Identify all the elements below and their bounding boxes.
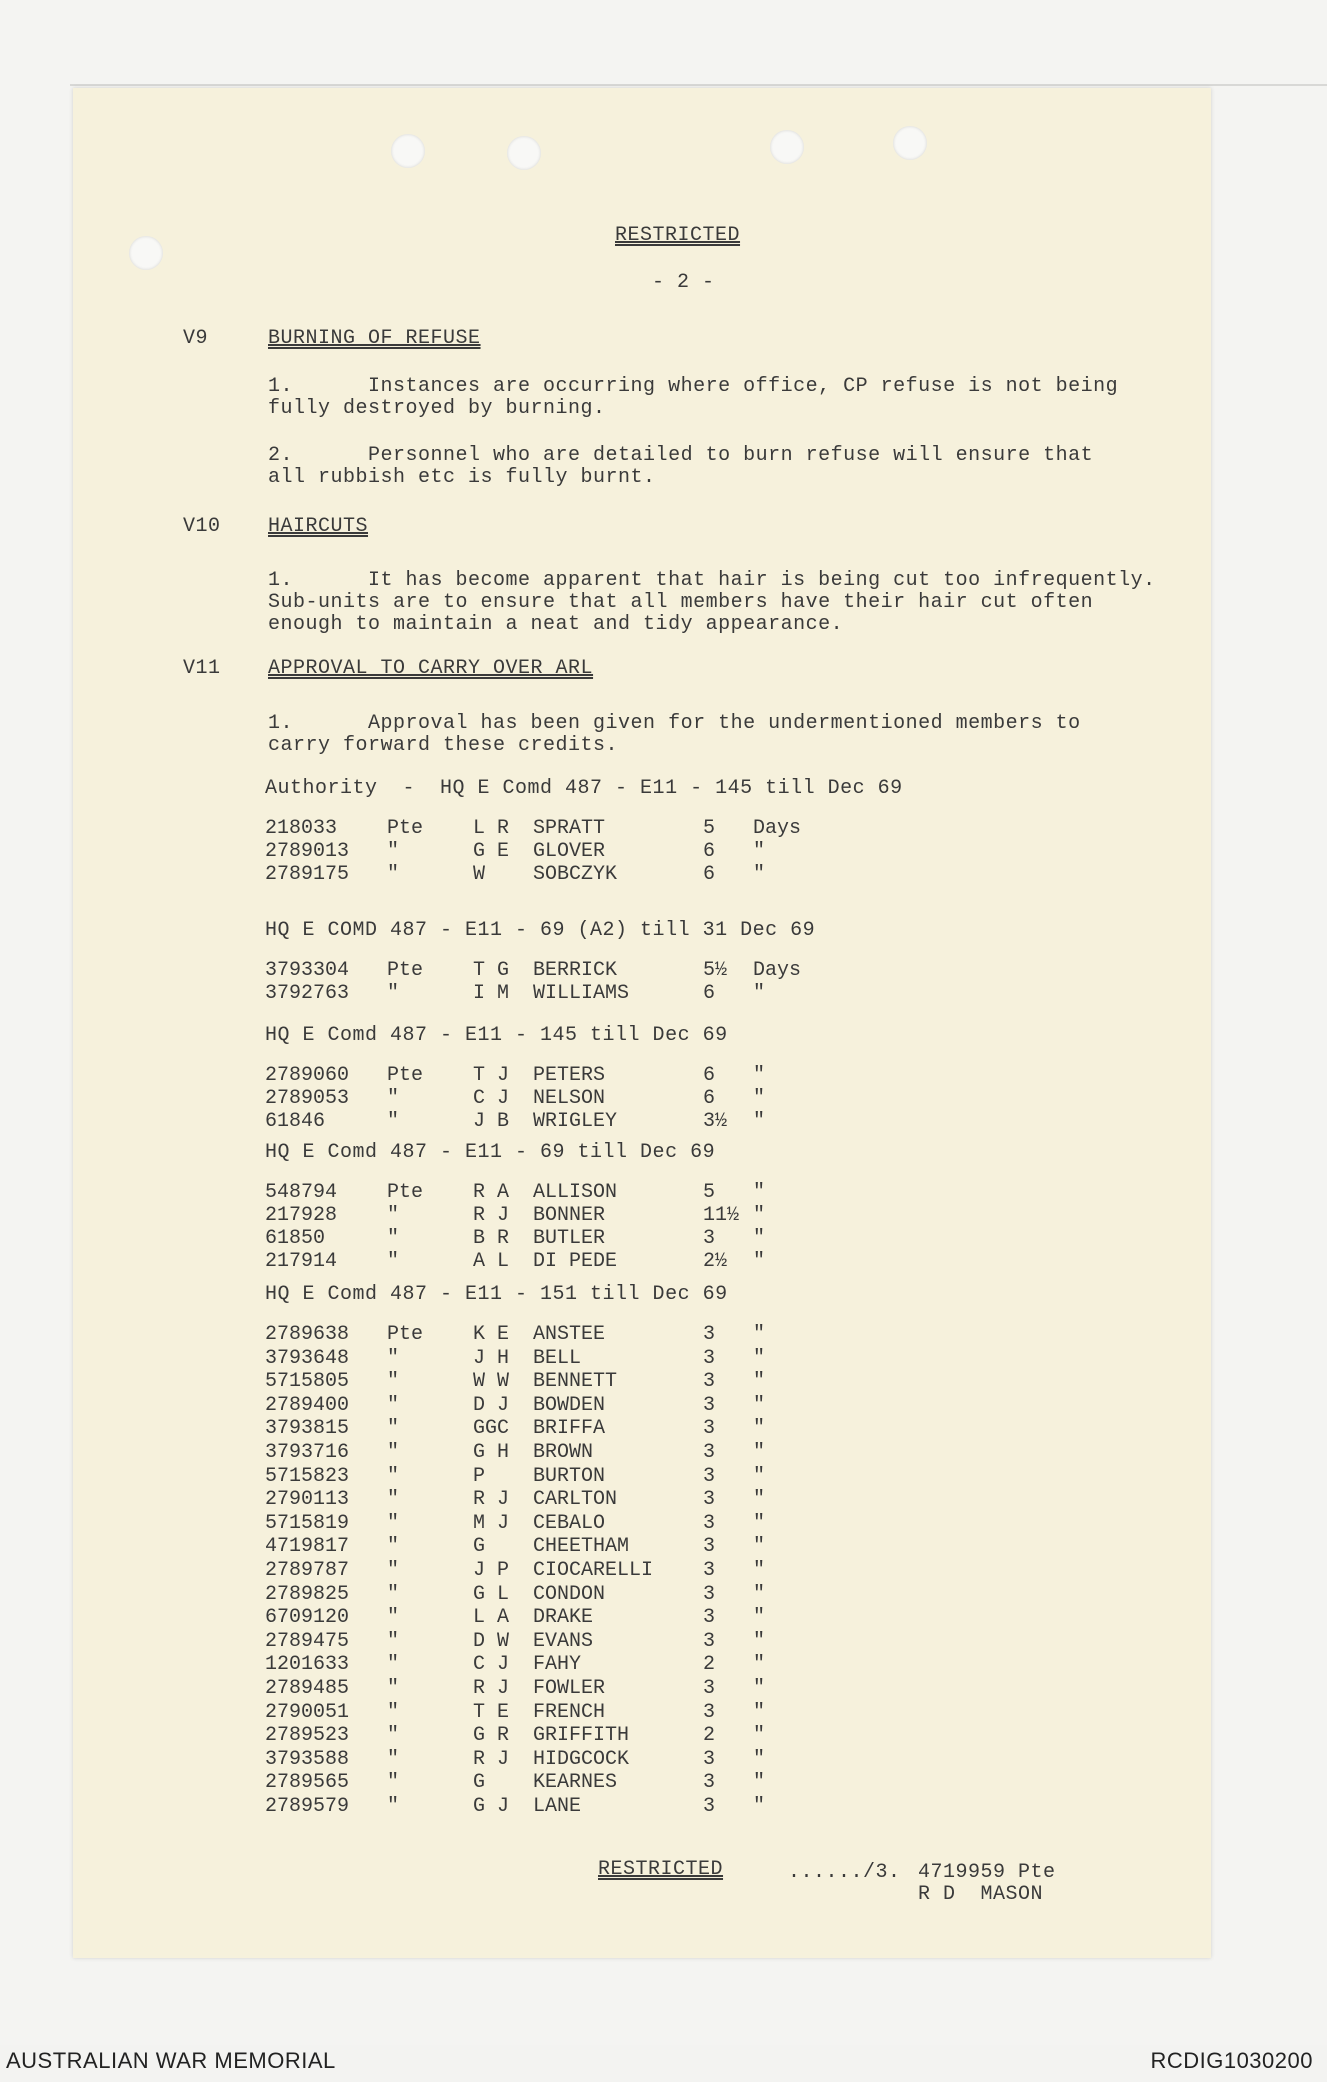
days-value: 3 <box>703 1535 716 1559</box>
days-value: 3 <box>703 1511 716 1535</box>
days-value: 5 <box>703 1181 716 1204</box>
days-value: 6 <box>703 1064 716 1087</box>
initials: W <box>473 863 486 886</box>
initials: G L <box>473 1582 510 1606</box>
service-number: 2789475 <box>265 1629 350 1653</box>
days-unit: " <box>753 1204 766 1227</box>
days-unit: " <box>753 1323 766 1346</box>
section-heading: BURNING OF REFUSE <box>268 327 481 350</box>
service-number: 3793716 <box>265 1441 350 1464</box>
rank: " <box>387 1393 400 1417</box>
service-number: 4719817 <box>265 1535 350 1559</box>
days-unit: " <box>753 1795 766 1818</box>
service-number: 5715805 <box>265 1370 350 1394</box>
service-number: 218033 <box>265 817 338 840</box>
days-value: 3 <box>703 1323 716 1346</box>
rank: " <box>387 1559 400 1582</box>
paragraph-line: 1. It has become apparent that hair is being cut too infrequently. <box>268 569 1156 592</box>
archive-name: AUSTRALIAN WAR MEMORIAL <box>6 2048 336 2073</box>
days-value: 5 <box>703 817 716 840</box>
days-unit: " <box>753 1441 766 1464</box>
surname: FAHY <box>533 1653 582 1677</box>
days-unit: " <box>753 1747 766 1771</box>
surname: DRAKE <box>533 1606 594 1630</box>
rank: " <box>387 1629 400 1653</box>
days-value: 3 <box>703 1559 716 1582</box>
initials: L R <box>473 817 510 840</box>
days-value: 3 <box>703 1393 716 1417</box>
surname: BERRICK <box>533 959 618 982</box>
initials: D J <box>473 1393 510 1417</box>
days-unit: " <box>753 1511 766 1535</box>
surname: BUTLER <box>533 1227 606 1250</box>
service-number: 3793815 <box>265 1417 350 1441</box>
service-number: 2789013 <box>265 840 350 863</box>
days-unit: " <box>753 1110 766 1133</box>
service-number: 1201633 <box>265 1653 350 1677</box>
section-heading: APPROVAL TO CARRY OVER ARL <box>268 657 594 680</box>
rank: " <box>387 1488 400 1512</box>
service-number: 5715823 <box>265 1464 350 1488</box>
next-entry-name: R D MASON <box>918 1883 1044 1906</box>
days-unit: " <box>753 1700 766 1724</box>
rank: " <box>387 1653 400 1677</box>
surname: EVANS <box>533 1629 594 1653</box>
rank: " <box>387 1204 400 1227</box>
service-number: 2789485 <box>265 1677 350 1700</box>
paragraph-line: fully destroyed by burning. <box>268 397 606 420</box>
next-entry-number: 4719959 Pte <box>918 1861 1056 1884</box>
paragraph-line: carry forward these credits. <box>268 734 619 757</box>
days-unit: " <box>753 1724 766 1748</box>
rank: Pte <box>387 1064 424 1087</box>
surname: CEBALO <box>533 1511 606 1535</box>
surname: ANSTEE <box>533 1323 606 1346</box>
rank: " <box>387 1250 400 1273</box>
section-number: V10 <box>183 515 221 538</box>
initials: R J <box>473 1204 510 1227</box>
surname: SPRATT <box>533 817 606 840</box>
days-unit: " <box>753 1559 766 1582</box>
service-number: 5715819 <box>265 1511 350 1535</box>
days-value: 6 <box>703 1087 716 1110</box>
service-number: 3793588 <box>265 1747 350 1771</box>
rank: " <box>387 1227 400 1250</box>
surname: BENNETT <box>533 1370 618 1394</box>
rank: " <box>387 1417 400 1441</box>
surname: BURTON <box>533 1464 606 1488</box>
initials: M J <box>473 1511 510 1535</box>
rank: " <box>387 1535 400 1559</box>
rank: " <box>387 1747 400 1771</box>
punch-hole <box>391 134 425 168</box>
rank: Pte <box>387 817 424 840</box>
service-number: 61846 <box>265 1110 326 1133</box>
paragraph-line: enough to maintain a neat and tidy appearance. <box>268 613 844 636</box>
initials: G J <box>473 1795 510 1818</box>
days-unit: " <box>753 1771 766 1795</box>
days-value: 3 <box>703 1582 716 1606</box>
initials: G R <box>473 1724 510 1748</box>
initials: J B <box>473 1110 510 1133</box>
surname: CHEETHAM <box>533 1535 630 1559</box>
surname: BRIFFA <box>533 1417 606 1441</box>
days-unit: " <box>753 1464 766 1488</box>
rank: " <box>387 982 400 1005</box>
surname: GRIFFITH <box>533 1724 630 1748</box>
days-value: 3 <box>703 1629 716 1653</box>
rank: " <box>387 1370 400 1394</box>
days-value: 6 <box>703 840 716 863</box>
punch-hole <box>893 126 927 160</box>
rank: " <box>387 1346 400 1370</box>
classification-header: RESTRICTED <box>615 224 741 247</box>
initials: W W <box>473 1370 510 1394</box>
rank: " <box>387 1771 400 1795</box>
days-unit: " <box>753 1393 766 1417</box>
service-number: 3792763 <box>265 982 350 1005</box>
days-value: 3 <box>703 1488 716 1512</box>
section-number: V9 <box>183 327 209 350</box>
rank: Pte <box>387 1181 424 1204</box>
service-number: 217914 <box>265 1250 338 1273</box>
rank: " <box>387 1087 400 1110</box>
days-value: 3 <box>703 1677 716 1700</box>
service-number: 2789175 <box>265 863 350 886</box>
surname: BROWN <box>533 1441 594 1464</box>
days-value: 3 <box>703 1346 716 1370</box>
punch-hole <box>129 236 163 270</box>
initials: GGC <box>473 1417 510 1441</box>
rank: " <box>387 1606 400 1630</box>
surname: WRIGLEY <box>533 1110 618 1133</box>
days-value: 3 <box>703 1417 716 1441</box>
paragraph-line: 1. Instances are occurring where office, CP refuse is not being <box>268 375 1119 398</box>
days-value: 11½ <box>703 1204 740 1227</box>
service-number: 3793304 <box>265 959 350 982</box>
service-number: 2789579 <box>265 1795 350 1818</box>
service-number: 6709120 <box>265 1606 350 1630</box>
surname: BONNER <box>533 1204 606 1227</box>
days-unit: " <box>753 1629 766 1653</box>
surname: FOWLER <box>533 1677 606 1700</box>
days-unit: " <box>753 1370 766 1394</box>
service-number: 2790051 <box>265 1700 350 1724</box>
rank: " <box>387 1724 400 1748</box>
days-value: 3 <box>703 1795 716 1818</box>
rank: " <box>387 1582 400 1606</box>
initials: L A <box>473 1606 510 1630</box>
authority-line: HQ E COMD 487 - E11 - 69 (A2) till 31 Dec 69 <box>265 919 816 942</box>
initials: J P <box>473 1559 510 1582</box>
surname: CONDON <box>533 1582 606 1606</box>
surname: HIDGCOCK <box>533 1747 630 1771</box>
service-number: 2789825 <box>265 1582 350 1606</box>
rank: Pte <box>387 959 424 982</box>
rank: " <box>387 1677 400 1700</box>
days-unit: " <box>753 1087 766 1110</box>
rank: " <box>387 1700 400 1724</box>
days-value: 3 <box>703 1700 716 1724</box>
rank: Pte <box>387 1323 424 1346</box>
days-unit: " <box>753 840 766 863</box>
days-unit: " <box>753 1606 766 1630</box>
surname: PETERS <box>533 1064 606 1087</box>
days-unit: " <box>753 1535 766 1559</box>
days-unit: Days <box>753 817 802 840</box>
initials: A L <box>473 1250 510 1273</box>
service-number: 61850 <box>265 1227 326 1250</box>
days-unit: " <box>753 1064 766 1087</box>
rank: " <box>387 1441 400 1464</box>
surname: SOBCZYK <box>533 863 618 886</box>
initials: T E <box>473 1700 510 1724</box>
initials: G H <box>473 1441 510 1464</box>
continuation-mark: ....../3. <box>788 1861 901 1884</box>
days-unit: " <box>753 982 766 1005</box>
paragraph-line: 2. Personnel who are detailed to burn refuse will ensure that <box>268 444 1094 467</box>
surname: BELL <box>533 1346 582 1370</box>
days-value: 6 <box>703 863 716 886</box>
initials: G E <box>473 840 510 863</box>
surname: ALLISON <box>533 1181 618 1204</box>
days-value: 2 <box>703 1653 716 1677</box>
days-value: 3 <box>703 1747 716 1771</box>
days-unit: " <box>753 1181 766 1204</box>
section-number: V11 <box>183 657 221 680</box>
rank: " <box>387 840 400 863</box>
initials: I M <box>473 982 510 1005</box>
page-number: - 2 - <box>652 271 715 294</box>
initials: T G <box>473 959 510 982</box>
days-value: 3½ <box>703 1110 728 1133</box>
days-value: 3 <box>703 1227 716 1250</box>
initials: G <box>473 1535 486 1559</box>
paragraph-line: Sub-units are to ensure that all members have their hair cut often <box>268 591 1094 614</box>
days-value: 3 <box>703 1464 716 1488</box>
paragraph-line: 1. Approval has been given for the undermentioned members to <box>268 712 1081 735</box>
surname: WILLIAMS <box>533 982 630 1005</box>
service-number: 2790113 <box>265 1488 350 1512</box>
days-unit: Days <box>753 959 802 982</box>
surname: KEARNES <box>533 1771 618 1795</box>
service-number: 2789565 <box>265 1771 350 1795</box>
authority-line: HQ E Comd 487 - E11 - 151 till Dec 69 <box>265 1283 728 1306</box>
initials: K E <box>473 1323 510 1346</box>
rank: " <box>387 1110 400 1133</box>
initials: G <box>473 1771 486 1795</box>
surname: CIOCARELLI <box>533 1559 654 1582</box>
rank: " <box>387 1464 400 1488</box>
punch-hole <box>770 130 804 164</box>
days-unit: " <box>753 1227 766 1250</box>
days-unit: " <box>753 863 766 886</box>
initials: B R <box>473 1227 510 1250</box>
days-value: 3 <box>703 1370 716 1394</box>
surname: NELSON <box>533 1087 606 1110</box>
days-unit: " <box>753 1653 766 1677</box>
initials: R A <box>473 1181 510 1204</box>
surname: LANE <box>533 1795 582 1818</box>
initials: J H <box>473 1346 510 1370</box>
days-value: 2½ <box>703 1250 728 1273</box>
service-number: 2789787 <box>265 1559 350 1582</box>
authority-line: HQ E Comd 487 - E11 - 69 till Dec 69 <box>265 1141 716 1164</box>
days-unit: " <box>753 1677 766 1700</box>
initials: R J <box>473 1488 510 1512</box>
days-unit: " <box>753 1346 766 1370</box>
days-unit: " <box>753 1417 766 1441</box>
days-unit: " <box>753 1250 766 1273</box>
days-value: 6 <box>703 982 716 1005</box>
paragraph-line: all rubbish etc is fully burnt. <box>268 466 656 489</box>
footer-classification: RESTRICTED <box>598 1858 724 1881</box>
scan-edge-line <box>70 84 1327 86</box>
archive-id: RCDIG1030200 <box>1150 2048 1313 2073</box>
days-value: 3 <box>703 1771 716 1795</box>
service-number: 2789053 <box>265 1087 350 1110</box>
days-value: 5½ <box>703 959 728 982</box>
initials: C J <box>473 1653 510 1677</box>
punch-hole <box>507 136 541 170</box>
rank: " <box>387 863 400 886</box>
surname: GLOVER <box>533 840 606 863</box>
service-number: 2789523 <box>265 1724 350 1748</box>
days-unit: " <box>753 1582 766 1606</box>
initials: R J <box>473 1677 510 1700</box>
surname: DI PEDE <box>533 1250 618 1273</box>
service-number: 2789400 <box>265 1393 350 1417</box>
days-value: 3 <box>703 1441 716 1464</box>
authority-line: Authority - HQ E Comd 487 - E11 - 145 till Dec 69 <box>265 777 903 800</box>
service-number: 217928 <box>265 1204 338 1227</box>
surname: BOWDEN <box>533 1393 606 1417</box>
rank: " <box>387 1795 400 1818</box>
authority-line: HQ E Comd 487 - E11 - 145 till Dec 69 <box>265 1024 728 1047</box>
rank: " <box>387 1511 400 1535</box>
surname: CARLTON <box>533 1488 618 1512</box>
initials: C J <box>473 1087 510 1110</box>
initials: T J <box>473 1064 510 1087</box>
service-number: 2789638 <box>265 1323 350 1346</box>
document-sheet <box>73 88 1211 1958</box>
surname: FRENCH <box>533 1700 606 1724</box>
days-value: 3 <box>703 1606 716 1630</box>
initials: P <box>473 1464 486 1488</box>
section-heading: HAIRCUTS <box>268 515 369 538</box>
days-value: 2 <box>703 1724 716 1748</box>
days-unit: " <box>753 1488 766 1512</box>
service-number: 548794 <box>265 1181 338 1204</box>
service-number: 3793648 <box>265 1346 350 1370</box>
initials: R J <box>473 1747 510 1771</box>
initials: D W <box>473 1629 510 1653</box>
service-number: 2789060 <box>265 1064 350 1087</box>
